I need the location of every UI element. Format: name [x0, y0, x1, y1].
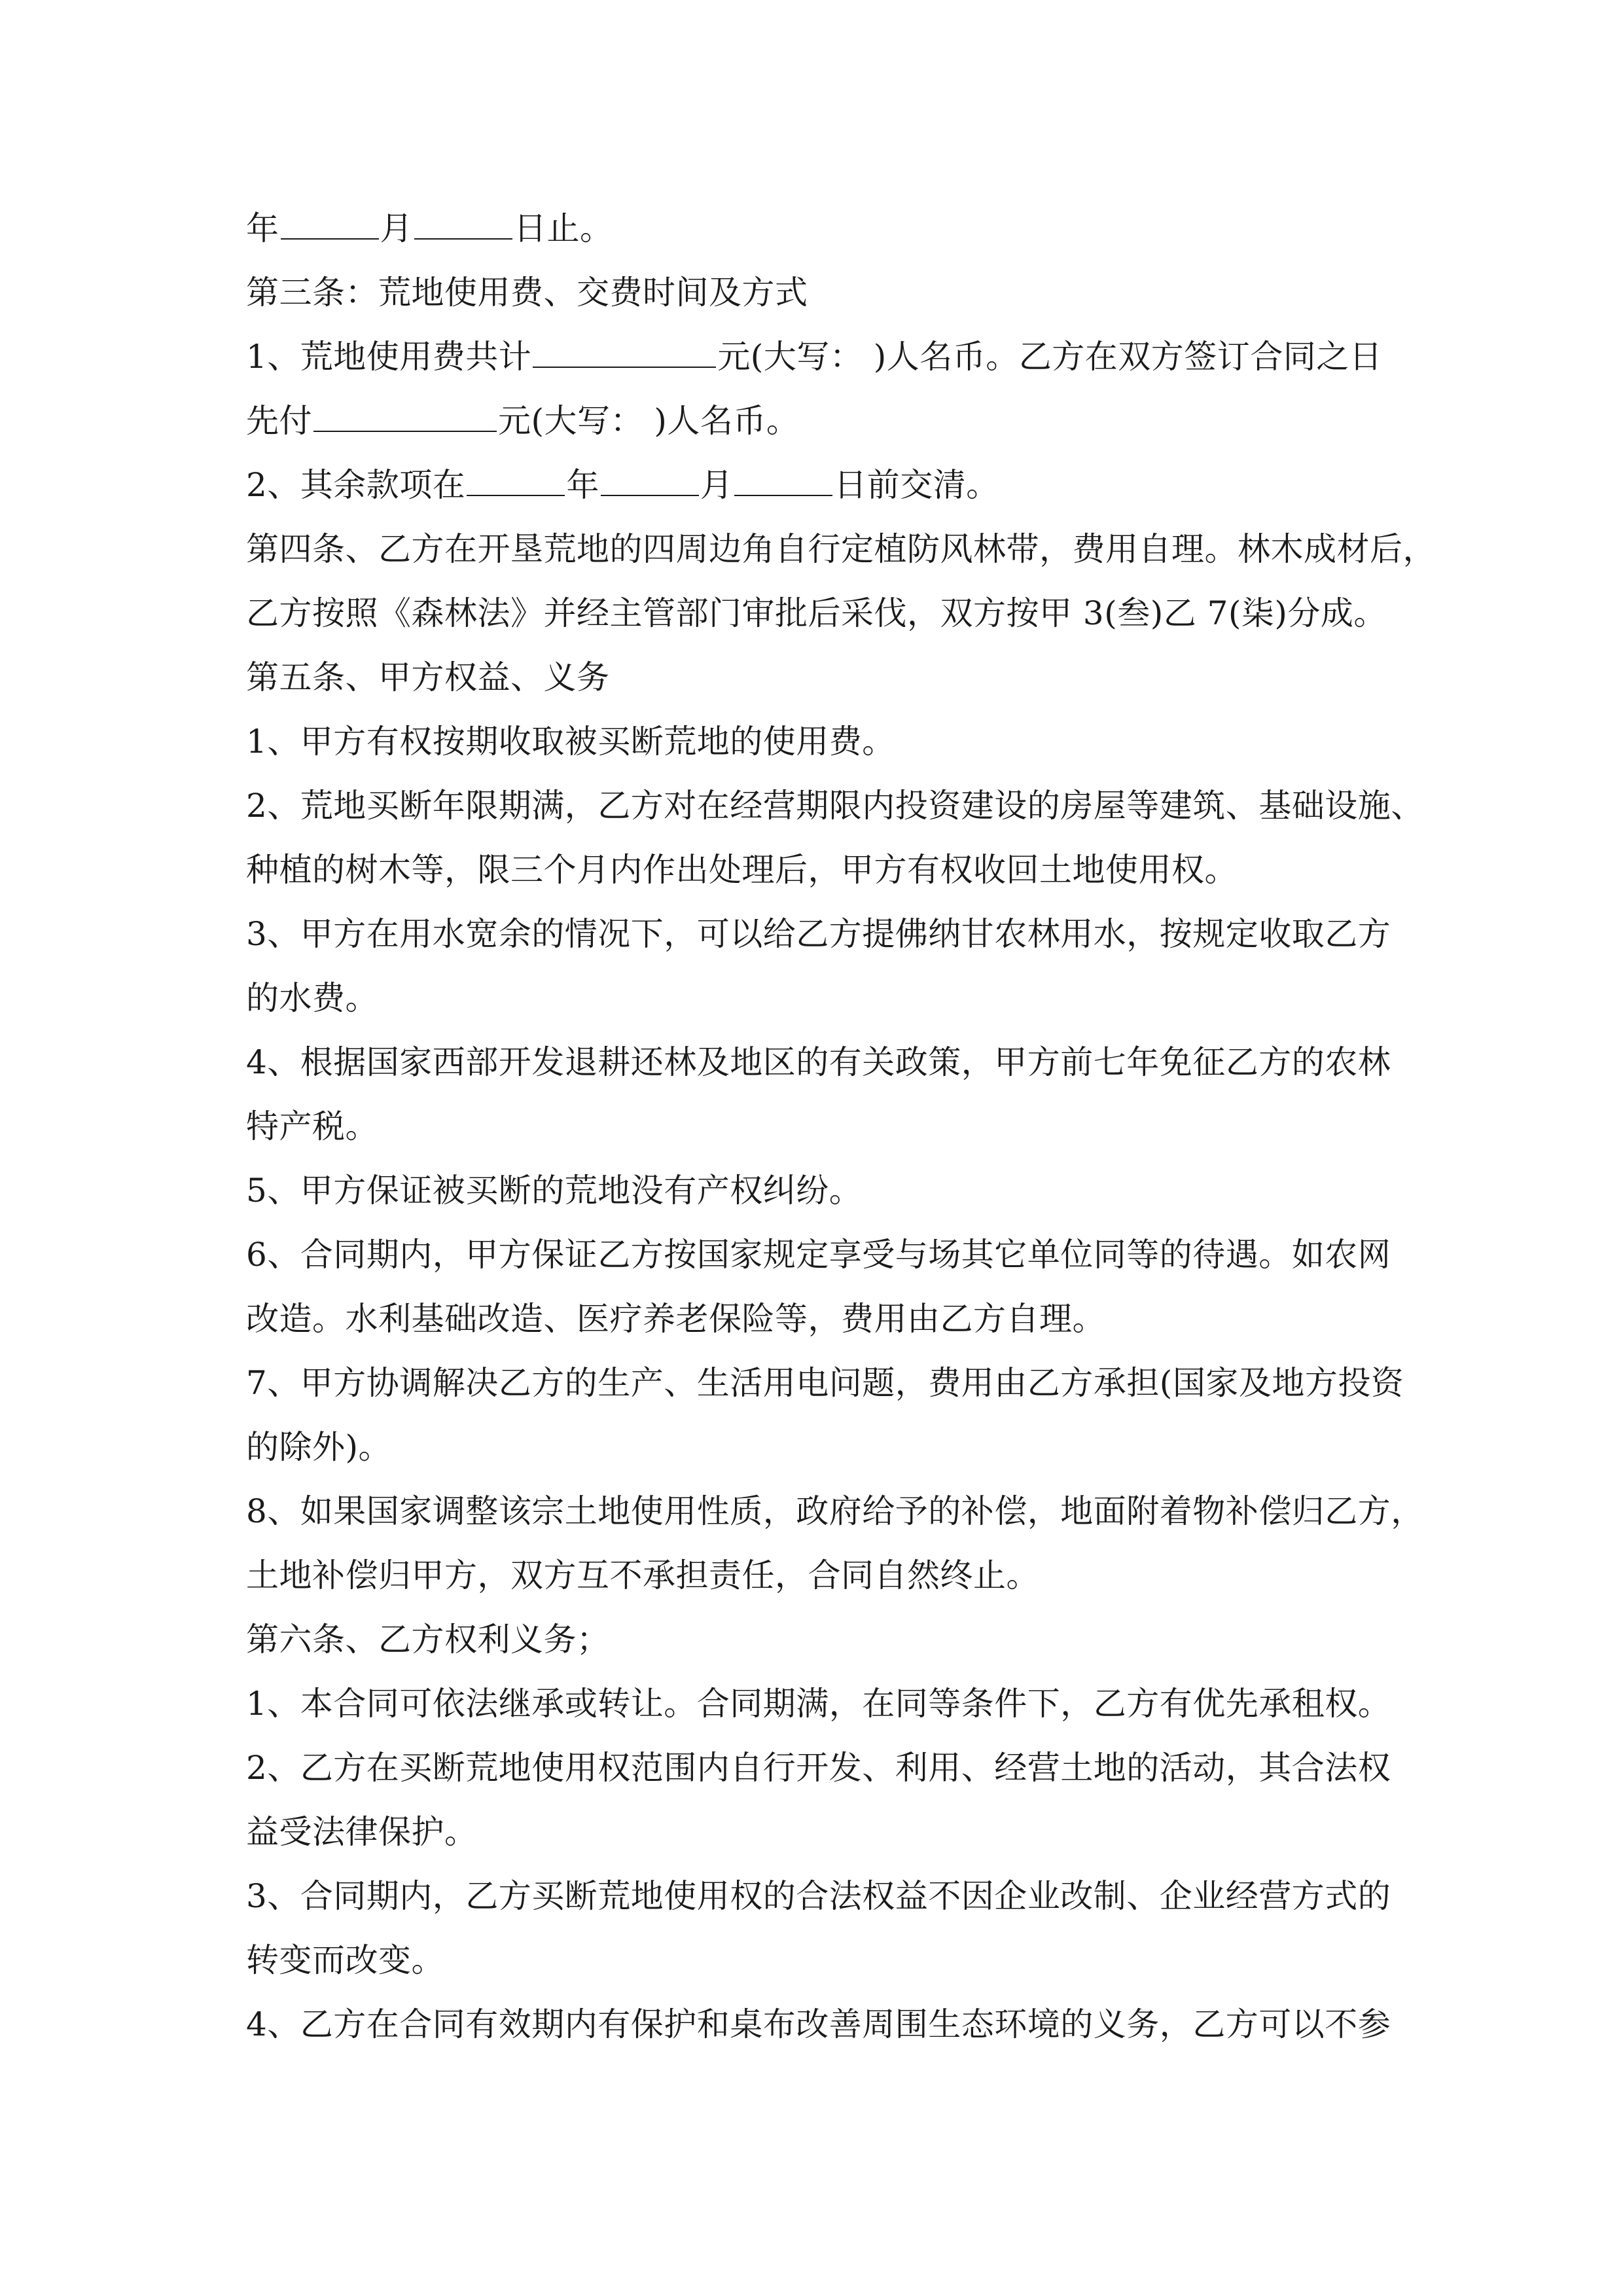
text-line: 2、乙方在买断荒地使用权范围内自行开发、利用、经营土地的活动，其合法权 [246, 1749, 1391, 1787]
text-line: 第四条、乙方在开垦荒地的四周边角自行定植防风林带，费用自理。林木成材后， [246, 530, 1436, 568]
amount-blank [313, 395, 497, 432]
text-line: 特产税。 [246, 1107, 378, 1145]
text-line: 2、荒地买断年限期满，乙方对在经营期限内投资建设的房屋等建筑、基础设施、 [246, 787, 1424, 825]
text-line: 4、根据国家西部开发退耕还林及地区的有关政策，甲方前七年免征乙方的农林 [246, 1043, 1391, 1081]
text-line: 改造。水利基础改造、医疗养老保险等，费用由乙方自理。 [246, 1300, 1105, 1338]
text-line: 5、甲方保证被买断的荒地没有产权纠纷。 [246, 1172, 863, 1210]
text-line: 1、本合同可依法继承或转让。合同期满，在同等条件下，乙方有优先承租权。 [246, 1685, 1391, 1723]
year-blank [467, 459, 565, 496]
text-line: 益受法律保护。 [246, 1813, 478, 1851]
text-line: 土地补偿归甲方，双方互不承担责任，合同自然终止。 [246, 1556, 1039, 1594]
text-line: 7、甲方协调解决乙方的生产、生活用电问题，费用由乙方承担(国家及地方投资 [246, 1364, 1404, 1402]
text-line: 转变而改变。 [246, 1941, 444, 1979]
month-blank [601, 459, 699, 496]
day-blank [734, 459, 832, 496]
article-heading: 第三条：荒地使用费、交费时间及方式 [246, 274, 808, 312]
text-line: 3、合同期内，乙方买断荒地使用权的合法权益不因企业改制、企业经营方式的 [246, 1877, 1391, 1915]
text-line: 乙方按照《森林法》并经主管部门审批后采伐，双方按甲 3(叁)乙 7(柒)分成。 [246, 594, 1387, 632]
article-heading: 第五条、甲方权益、义务 [246, 658, 610, 696]
text-line: 6、合同期内，甲方保证乙方按国家规定享受与场其它单位同等的待遇。如农网 [246, 1236, 1391, 1274]
text-line: 3、甲方在用水宽余的情况下，可以给乙方提佛纳甘农林用水，按规定收取乙方 [246, 915, 1391, 953]
text-line: 1、甲方有权按期收取被买断荒地的使用费。 [246, 723, 895, 761]
text-line: 1、荒地使用费共计 元(大写： )人名币。乙方在双方签订合同之日 [246, 325, 1398, 389]
text-line: 的水费。 [246, 979, 378, 1017]
text-line: 种植的树木等，限三个月内作出处理后，甲方有权收回土地使用权。 [246, 851, 1238, 889]
text-line: 的除外)。 [246, 1428, 392, 1466]
month-blank [414, 203, 512, 240]
year-blank [281, 203, 379, 240]
contract-body [246, 196, 1436, 2056]
amount-blank [533, 331, 716, 368]
text-line: 年 月 日止。 [246, 196, 1398, 260]
article-heading: 第六条、乙方权利义务； [246, 1621, 610, 1659]
text-line: 8、如果国家调整该宗土地使用性质，政府给予的补偿，地面附着物补偿归乙方， [246, 1492, 1424, 1530]
text-line: 2、其余款项在 年 月 日前交清。 [246, 453, 1398, 517]
text-line: 先付 元(大写： )人名币。 [246, 389, 1398, 453]
text-line: 4、乙方在合同有效期内有保护和桌布改善周围生态环境的义务，乙方可以不参 [246, 2005, 1391, 2043]
